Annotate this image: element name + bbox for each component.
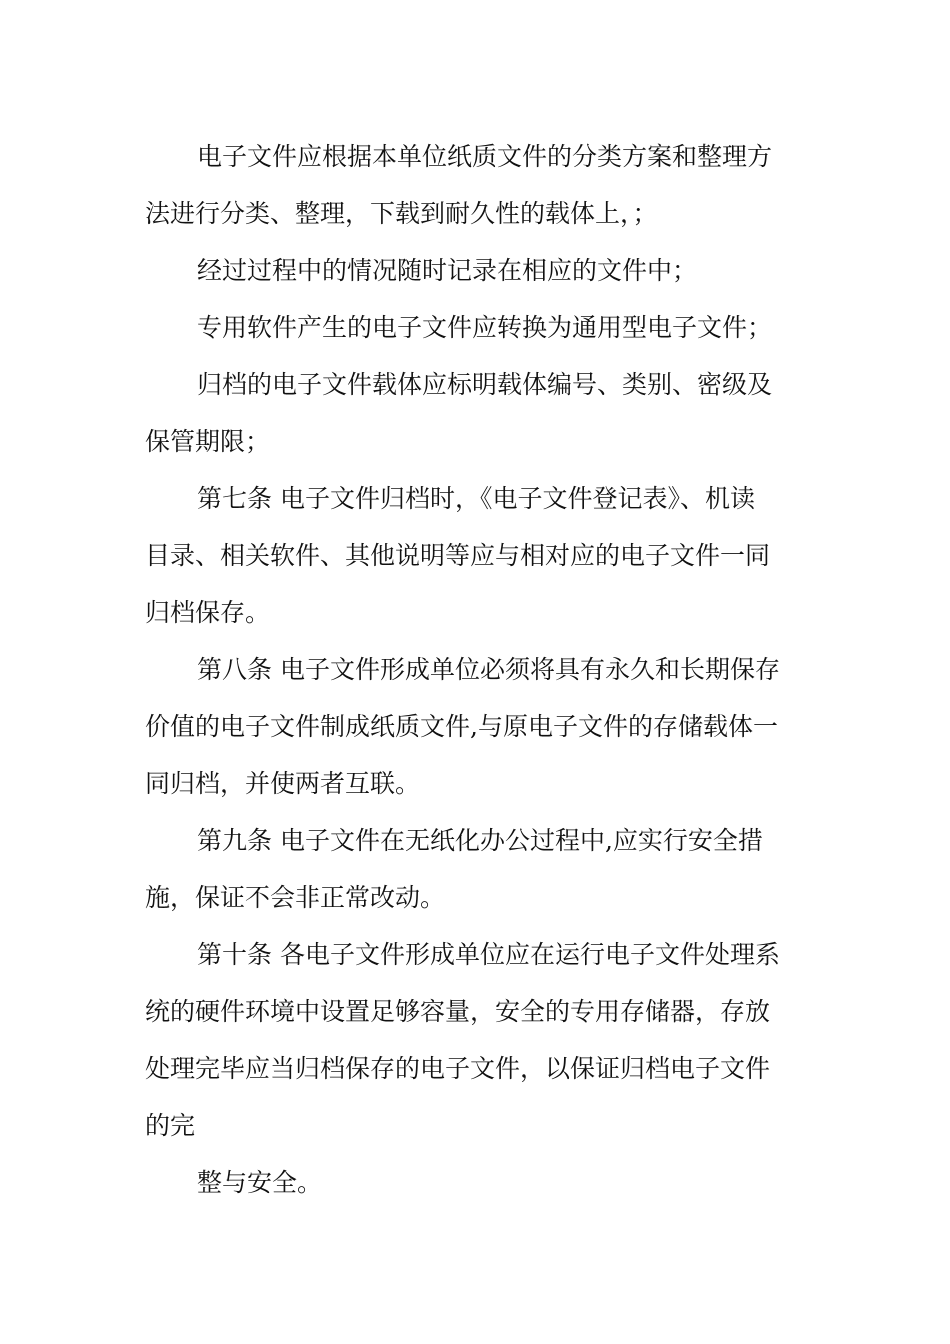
text-line: 专用软件产生的电子文件应转换为通用型电子文件； [197,313,773,342]
text-line: 归档保存。 [145,598,271,627]
text-line: 第七条 电子文件归档时，《电子文件登记表》、机读 [197,484,755,513]
text-line: 第十条 各电子文件形成单位应在运行电子文件处理系 [197,940,780,969]
text-line: 第八条 电子文件形成单位必须将具有永久和长期保存 [197,655,780,684]
text-line: 处理完毕应当归档保存的电子文件，以保证归档电子文件 [145,1054,771,1083]
text-line: 统的硬件环境中设置足够容量，安全的专用存储器，存放 [145,997,771,1026]
text-line: 价值的电子文件制成纸质文件,与原电子文件的存储载体一 [145,712,778,741]
text-line: 经过过程中的情况随时记录在相应的文件中； [197,256,698,285]
text-line: 第九条 电子文件在无纸化办公过程中,应实行安全措 [197,826,763,855]
text-line: 电子文件应根据本单位纸质文件的分类方案和整理方 [197,142,773,171]
text-line: 整与安全。 [197,1168,323,1197]
text-line: 保管期限； [145,427,271,456]
text-line: 同归档，并使两者互联。 [145,769,421,798]
document-body [145,128,810,1211]
text-line: 法进行分类、整理，下载到耐久性的载体上，； [145,199,658,228]
text-line: 的完 [145,1111,196,1140]
text-line: 目录、相关软件、其他说明等应与相对应的电子文件一同 [145,541,771,570]
text-line: 施，保证不会非正常改动。 [145,883,446,912]
text-line: 归档的电子文件载体应标明载体编号、类别、密级及 [197,370,773,399]
